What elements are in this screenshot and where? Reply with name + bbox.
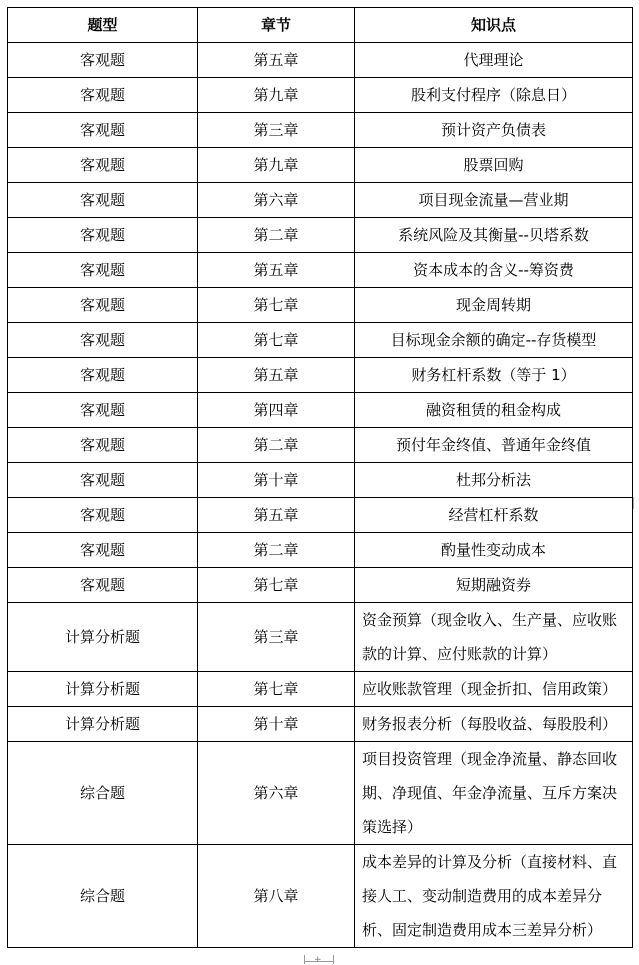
knowledge-point-cell: 杜邦分析法 [355,463,633,498]
table-row [8,742,633,845]
chapter-cell: 第二章 [198,428,355,463]
knowledge-point-cell: 代理理论 [355,43,633,78]
table-row [8,428,633,463]
knowledge-point-cell: 股票回购 [355,148,633,183]
knowledge-point-cell: 经营杠杆系数 [355,498,633,533]
question-type-cell: 客观题 [8,498,198,533]
question-type-cell: 客观题 [8,568,198,603]
question-type-cell: 综合题 [8,742,198,845]
knowledge-point-cell: 预计资产负债表 [355,113,633,148]
table-row [8,113,633,148]
table-row [8,533,633,568]
chapter-cell: 第九章 [198,148,355,183]
question-type-cell: 计算分析题 [8,672,198,707]
table-row [8,253,633,288]
table-row [8,845,633,948]
question-type-cell: 客观题 [8,393,198,428]
knowledge-point-cell: 目标现金余额的确定--存货模型 [355,323,633,358]
header-chapter: 章节 [198,8,355,43]
table-row [8,183,633,218]
chapter-cell: 第五章 [198,253,355,288]
chapter-cell: 第七章 [198,288,355,323]
table-header-row [8,8,633,43]
question-type-cell: 客观题 [8,218,198,253]
question-type-cell: 客观题 [8,323,198,358]
question-type-cell: 客观题 [8,288,198,323]
knowledge-point-cell: 项目现金流量—营业期 [355,183,633,218]
question-type-cell: 客观题 [8,43,198,78]
knowledge-point-cell: 项目投资管理（现金净流量、静态回收期、净现值、年金净流量、互斥方案决策选择） [355,742,633,845]
header-question-type: 题型 [8,8,198,43]
chapter-cell: 第三章 [198,113,355,148]
question-type-cell: 客观题 [8,183,198,218]
chapter-cell: 第八章 [198,845,355,948]
knowledge-point-cell: 预付年金终值、普通年金终值 [355,428,633,463]
knowledge-point-cell: 系统风险及其衡量--贝塔系数 [355,218,633,253]
question-type-cell: 计算分析题 [8,603,198,672]
table-row [8,498,633,533]
knowledge-point-cell: 股利支付程序（除息日） [355,78,633,113]
plus-icon: + [314,955,322,965]
question-type-cell: 客观题 [8,428,198,463]
knowledge-point-cell: 财务杠杆系数（等于 1） [355,358,633,393]
chapter-cell: 第七章 [198,568,355,603]
chapter-cell: 第七章 [198,672,355,707]
table-row [8,707,633,742]
chapter-cell: 第五章 [198,43,355,78]
question-type-cell: 综合题 [8,845,198,948]
knowledge-point-cell: 资金预算（现金收入、生产量、应收账款的计算、应付账款的计算） [355,603,633,672]
question-type-cell: 客观题 [8,113,198,148]
knowledge-point-cell: 融资租赁的租金构成 [355,393,633,428]
chapter-cell: 第十章 [198,707,355,742]
table-row [8,288,633,323]
table-row [8,148,633,183]
table-row [8,323,633,358]
knowledge-point-cell: 现金周转期 [355,288,633,323]
header-knowledge-point: 知识点 [355,8,633,43]
table-row [8,43,633,78]
chapter-cell: 第七章 [198,323,355,358]
chapter-cell: 第九章 [198,78,355,113]
knowledge-point-cell: 短期融资券 [355,568,633,603]
table-row [8,393,633,428]
chapter-cell: 第二章 [198,218,355,253]
question-type-cell: 客观题 [8,78,198,113]
table-row [8,603,633,672]
knowledge-point-cell: 应收账款管理（现金折扣、信用政策） [355,672,633,707]
chapter-cell: 第五章 [198,358,355,393]
knowledge-point-cell: 财务报表分析（每股收益、每股股利） [355,707,633,742]
knowledge-point-cell: 酌量性变动成本 [355,533,633,568]
table-row [8,672,633,707]
chapter-cell: 第十章 [198,463,355,498]
chapter-cell: 第三章 [198,603,355,672]
question-type-cell: 客观题 [8,358,198,393]
question-type-cell: 客观题 [8,463,198,498]
knowledge-point-table [7,7,633,948]
chapter-cell: 第二章 [198,533,355,568]
table-row [8,463,633,498]
question-type-cell: 客观题 [8,533,198,568]
chapter-cell: 第四章 [198,393,355,428]
table-row [8,568,633,603]
chapter-cell: 第五章 [198,498,355,533]
table-row [8,78,633,113]
table-row [8,358,633,393]
chapter-cell: 第六章 [198,742,355,845]
question-type-cell: 客观题 [8,148,198,183]
table-move-handle[interactable] [304,955,334,964]
question-type-cell: 客观题 [8,253,198,288]
chapter-cell: 第六章 [198,183,355,218]
knowledge-point-cell: 成本差异的计算及分析（直接材料、直接人工、变动制造费用的成本差异分析、固定制造费用成本三差异分析） [355,845,633,948]
table-row [8,218,633,253]
question-type-cell: 计算分析题 [8,707,198,742]
knowledge-point-cell: 资本成本的含义--筹资费 [355,253,633,288]
editor-margin-mark [633,497,634,509]
